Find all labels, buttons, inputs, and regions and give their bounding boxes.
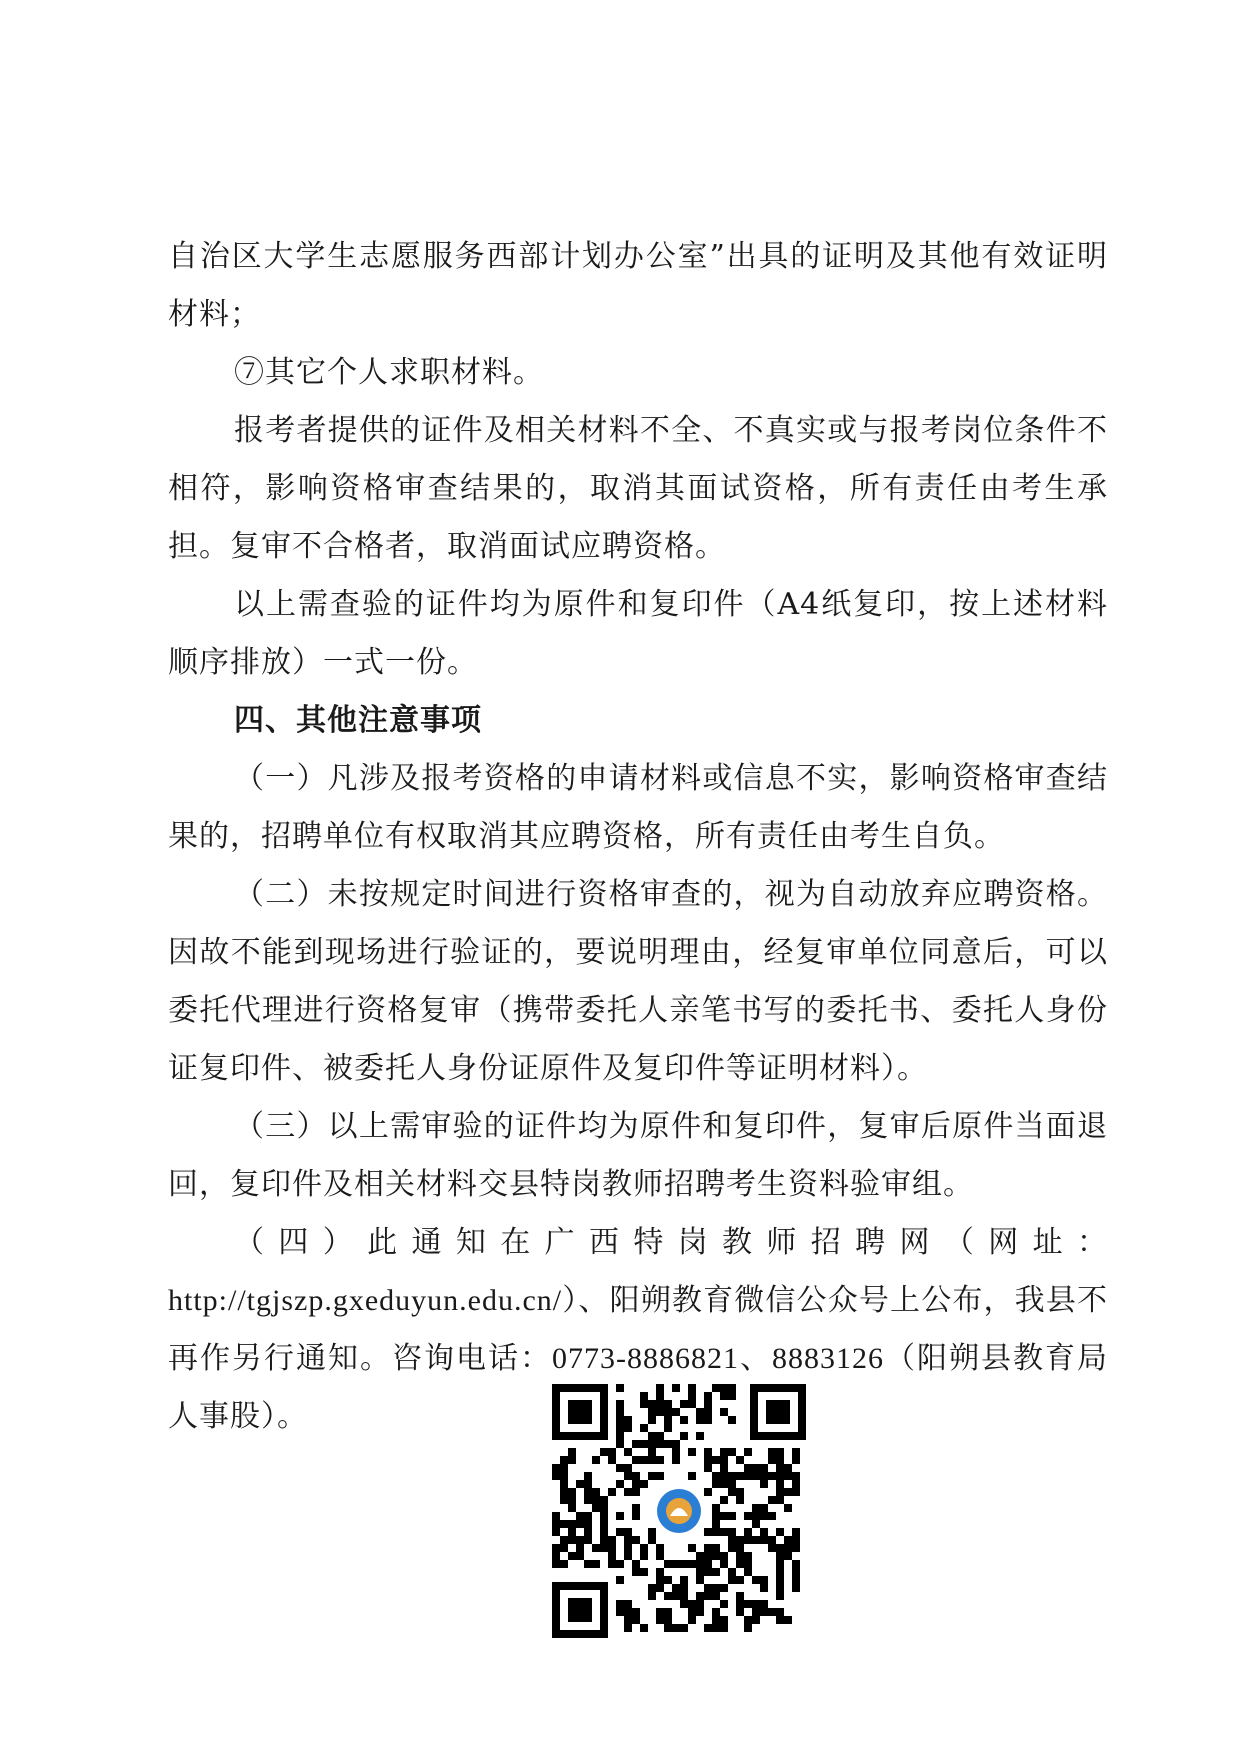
- paragraph-incomplete-materials: 报考者提供的证件及相关材料不全、不真实或与报考岗位条件不相符，影响资格审查结果的，取消其面试资格，所有责任由考生承担。复审不合格者，取消面试应聘资格。: [168, 413, 1108, 564]
- document-body: [168, 228, 1108, 1446]
- paragraph-proof-materials: 自治区大学生志愿服务西部计划办公室”出具的证明及其他有效证明材料；: [168, 239, 1108, 332]
- paragraph-other-materials: ⑦其它个人求职材料。: [234, 355, 544, 390]
- note-item-2: （二）未按规定时间进行资格审查的，视为自动放弃应聘资格。因故不能到现场进行验证的，要说明理由，经复审单位同意后，可以委托代理进行资格复审（携带委托人亲笔书写的委托书、委托人身份证复印件、被委托人身份证原件及复印件等证明材料）。: [168, 877, 1108, 1086]
- note-item-3: （三）以上需审验的证件均为原件和复印件，复审后原件当面退回，复印件及相关材料交县特岗教师招聘考生资料验审组。: [168, 1109, 1108, 1202]
- section-heading-other-notes: 四、其他注意事项: [234, 703, 482, 738]
- note-item-4: （四）此通知在广西特岗教师招聘网（网址：http://tgjszp.gxeduyun.edu.cn/）、阳朔教育微信公众号上公布，我县不再作另行通知。咨询电话：0773-8886821、8883126（阳朔县教育局人事股）。: [168, 1226, 1108, 1433]
- qr-code-icon: [548, 1380, 810, 1642]
- paragraph-copies: 以上需查验的证件均为原件和复印件（A4纸复印，按上述材料顺序排放）一式一份。: [168, 587, 1108, 680]
- qr-code-graphic: [548, 1380, 810, 1642]
- note-item-1: （一）凡涉及报考资格的申请材料或信息不实，影响资格审查结果的，招聘单位有权取消其应聘资格，所有责任由考生自负。: [168, 761, 1108, 854]
